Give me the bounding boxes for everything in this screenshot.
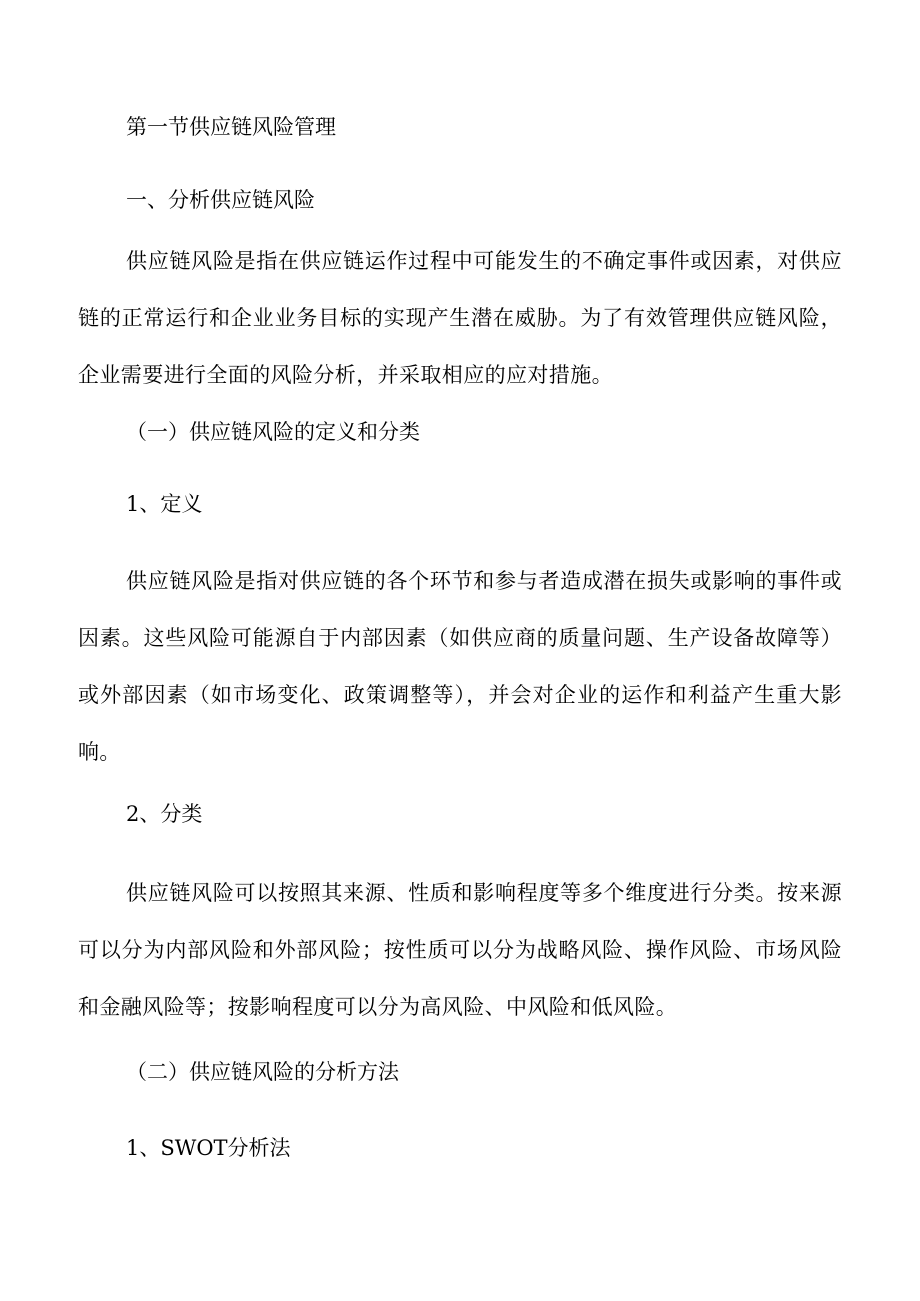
classification-paragraph: 供应链风险可以按照其来源、性质和影响程度等多个维度进行分类。按来源可以分为内部风险和外部风险；按性质可以分为战略风险、操作风险、市场风险和金融风险等；按影响程度可以分为高风险、中风险和低风险。 bbox=[78, 881, 842, 1019]
definition-paragraph: 供应链风险是指对供应链的各个环节和参与者造成潜在损失或影响的事件或因素。这些风险可能源自于内部因素（如供应商的质量问题、生产设备故障等）或外部因素（如市场变化、政策调整等），并会对企业的运作和利益产生重大影响。 bbox=[78, 569, 842, 764]
item-definition-title: 1、定义 bbox=[126, 492, 203, 516]
subheading-analysis-methods: （二）供应链风险的分析方法 bbox=[126, 1060, 399, 1084]
item-classification-title: 2、分类 bbox=[126, 802, 203, 826]
intro-paragraph: 供应链风险是指在供应链运作过程中可能发生的不确定事件或因素，对供应链的正常运行和企业业务目标的实现产生潜在威胁。为了有效管理供应链风险，企业需要进行全面的风险分析，并采取相应的应对措施。 bbox=[78, 249, 842, 387]
subheading-definition-and-classification: （一）供应链风险的定义和分类 bbox=[126, 420, 420, 444]
item-swot-title: 1、SWOT分析法 bbox=[126, 1136, 291, 1160]
heading-analyze-supply-chain-risk: 一、分析供应链风险 bbox=[126, 188, 315, 212]
section-title: 第一节供应链风险管理 bbox=[126, 115, 336, 139]
